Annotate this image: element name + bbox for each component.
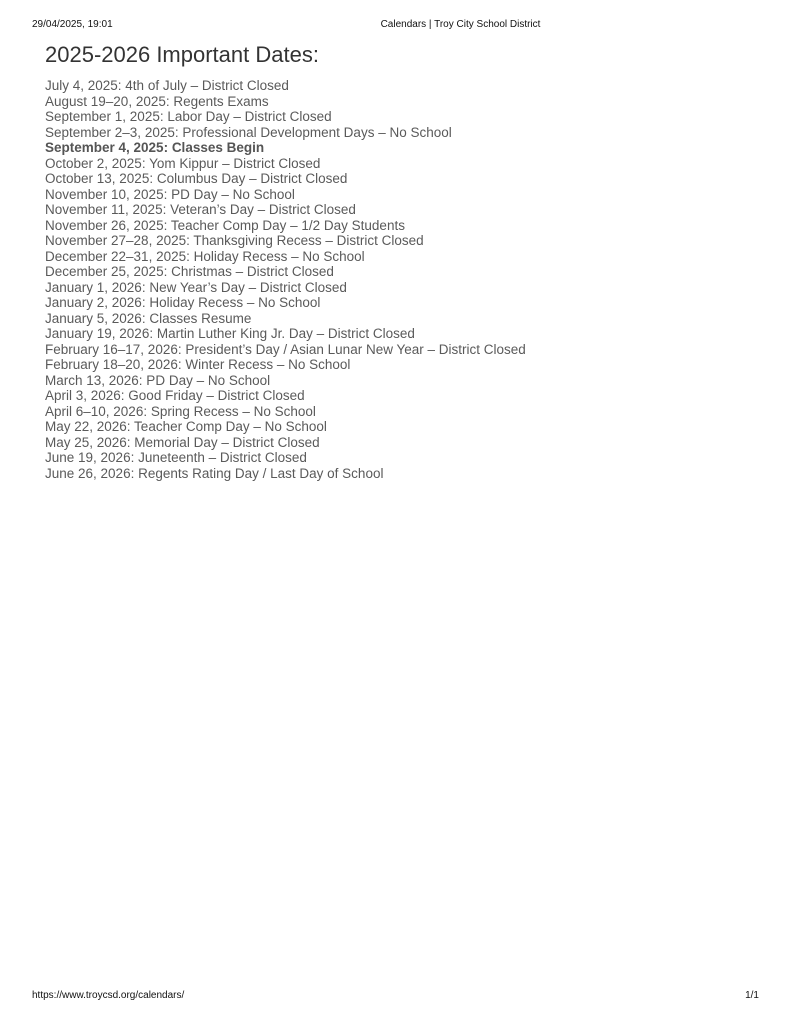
date-list-item: September 2–3, 2025: Professional Development Days – No School: [45, 124, 452, 140]
page-title: 2025-2026 Important Dates:: [45, 42, 319, 67]
main-content: [45, 42, 745, 481]
date-list-item: November 11, 2025: Veteran’s Day – District Closed: [45, 202, 356, 217]
date-list-item: September 4, 2025: Classes Begin: [45, 140, 265, 155]
date-list-item: November 26, 2025: Teacher Comp Day – 1/2 Day Students: [45, 217, 405, 233]
date-list-item: October 13, 2025: Columbus Day – District Closed: [45, 171, 348, 186]
date-list-item: August 19–20, 2025: Regents Exams: [45, 93, 269, 109]
print-header: [32, 19, 759, 33]
page-url: https://www.troycsd.org/calendars/: [32, 990, 185, 1001]
date-list-item: April 3, 2026: Good Friday – District Closed: [45, 388, 305, 403]
date-list-item: January 1, 2026: New Year’s Day – District Closed: [45, 279, 347, 295]
date-list-item: January 2, 2026: Holiday Recess – No School: [45, 295, 321, 310]
print-footer: [32, 990, 759, 1004]
date-list-item: November 10, 2025: PD Day – No School: [45, 186, 295, 202]
date-list-item: May 22, 2026: Teacher Comp Day – No School: [45, 419, 327, 434]
date-list-item: January 5, 2026: Classes Resume: [45, 310, 252, 326]
document-title: Calendars | Troy City School District: [380, 19, 541, 30]
date-list-item: July 4, 2025: 4th of July – District Closed: [45, 78, 289, 93]
date-list-item: September 1, 2025: Labor Day – District Closed: [45, 109, 332, 124]
print-timestamp: 29/04/2025, 19:01: [32, 19, 113, 30]
page-number: 1/1: [745, 990, 759, 1001]
date-list-item: November 27–28, 2025: Thanksgiving Recess – District Closed: [45, 233, 424, 248]
date-list-item: June 19, 2026: Juneteenth – District Closed: [45, 450, 307, 465]
date-list-item: December 25, 2025: Christmas – District Closed: [45, 264, 334, 279]
date-list-item: October 2, 2025: Yom Kippur – District Closed: [45, 155, 321, 171]
important-dates-list: [45, 78, 745, 481]
date-list-item: February 16–17, 2026: President’s Day / Asian Lunar New Year – District Closed: [45, 341, 526, 357]
date-list-item: April 6–10, 2026: Spring Recess – No School: [45, 403, 316, 419]
date-list-item: March 13, 2026: PD Day – No School: [45, 372, 271, 388]
date-list-item: January 19, 2026: Martin Luther King Jr. Day – District Closed: [45, 326, 415, 341]
date-list-item: February 18–20, 2026: Winter Recess – No School: [45, 357, 351, 372]
date-list-item: December 22–31, 2025: Holiday Recess – No School: [45, 248, 365, 264]
date-list-item: June 26, 2026: Regents Rating Day / Last Day of School: [45, 465, 384, 481]
date-list-item: May 25, 2026: Memorial Day – District Closed: [45, 434, 320, 450]
